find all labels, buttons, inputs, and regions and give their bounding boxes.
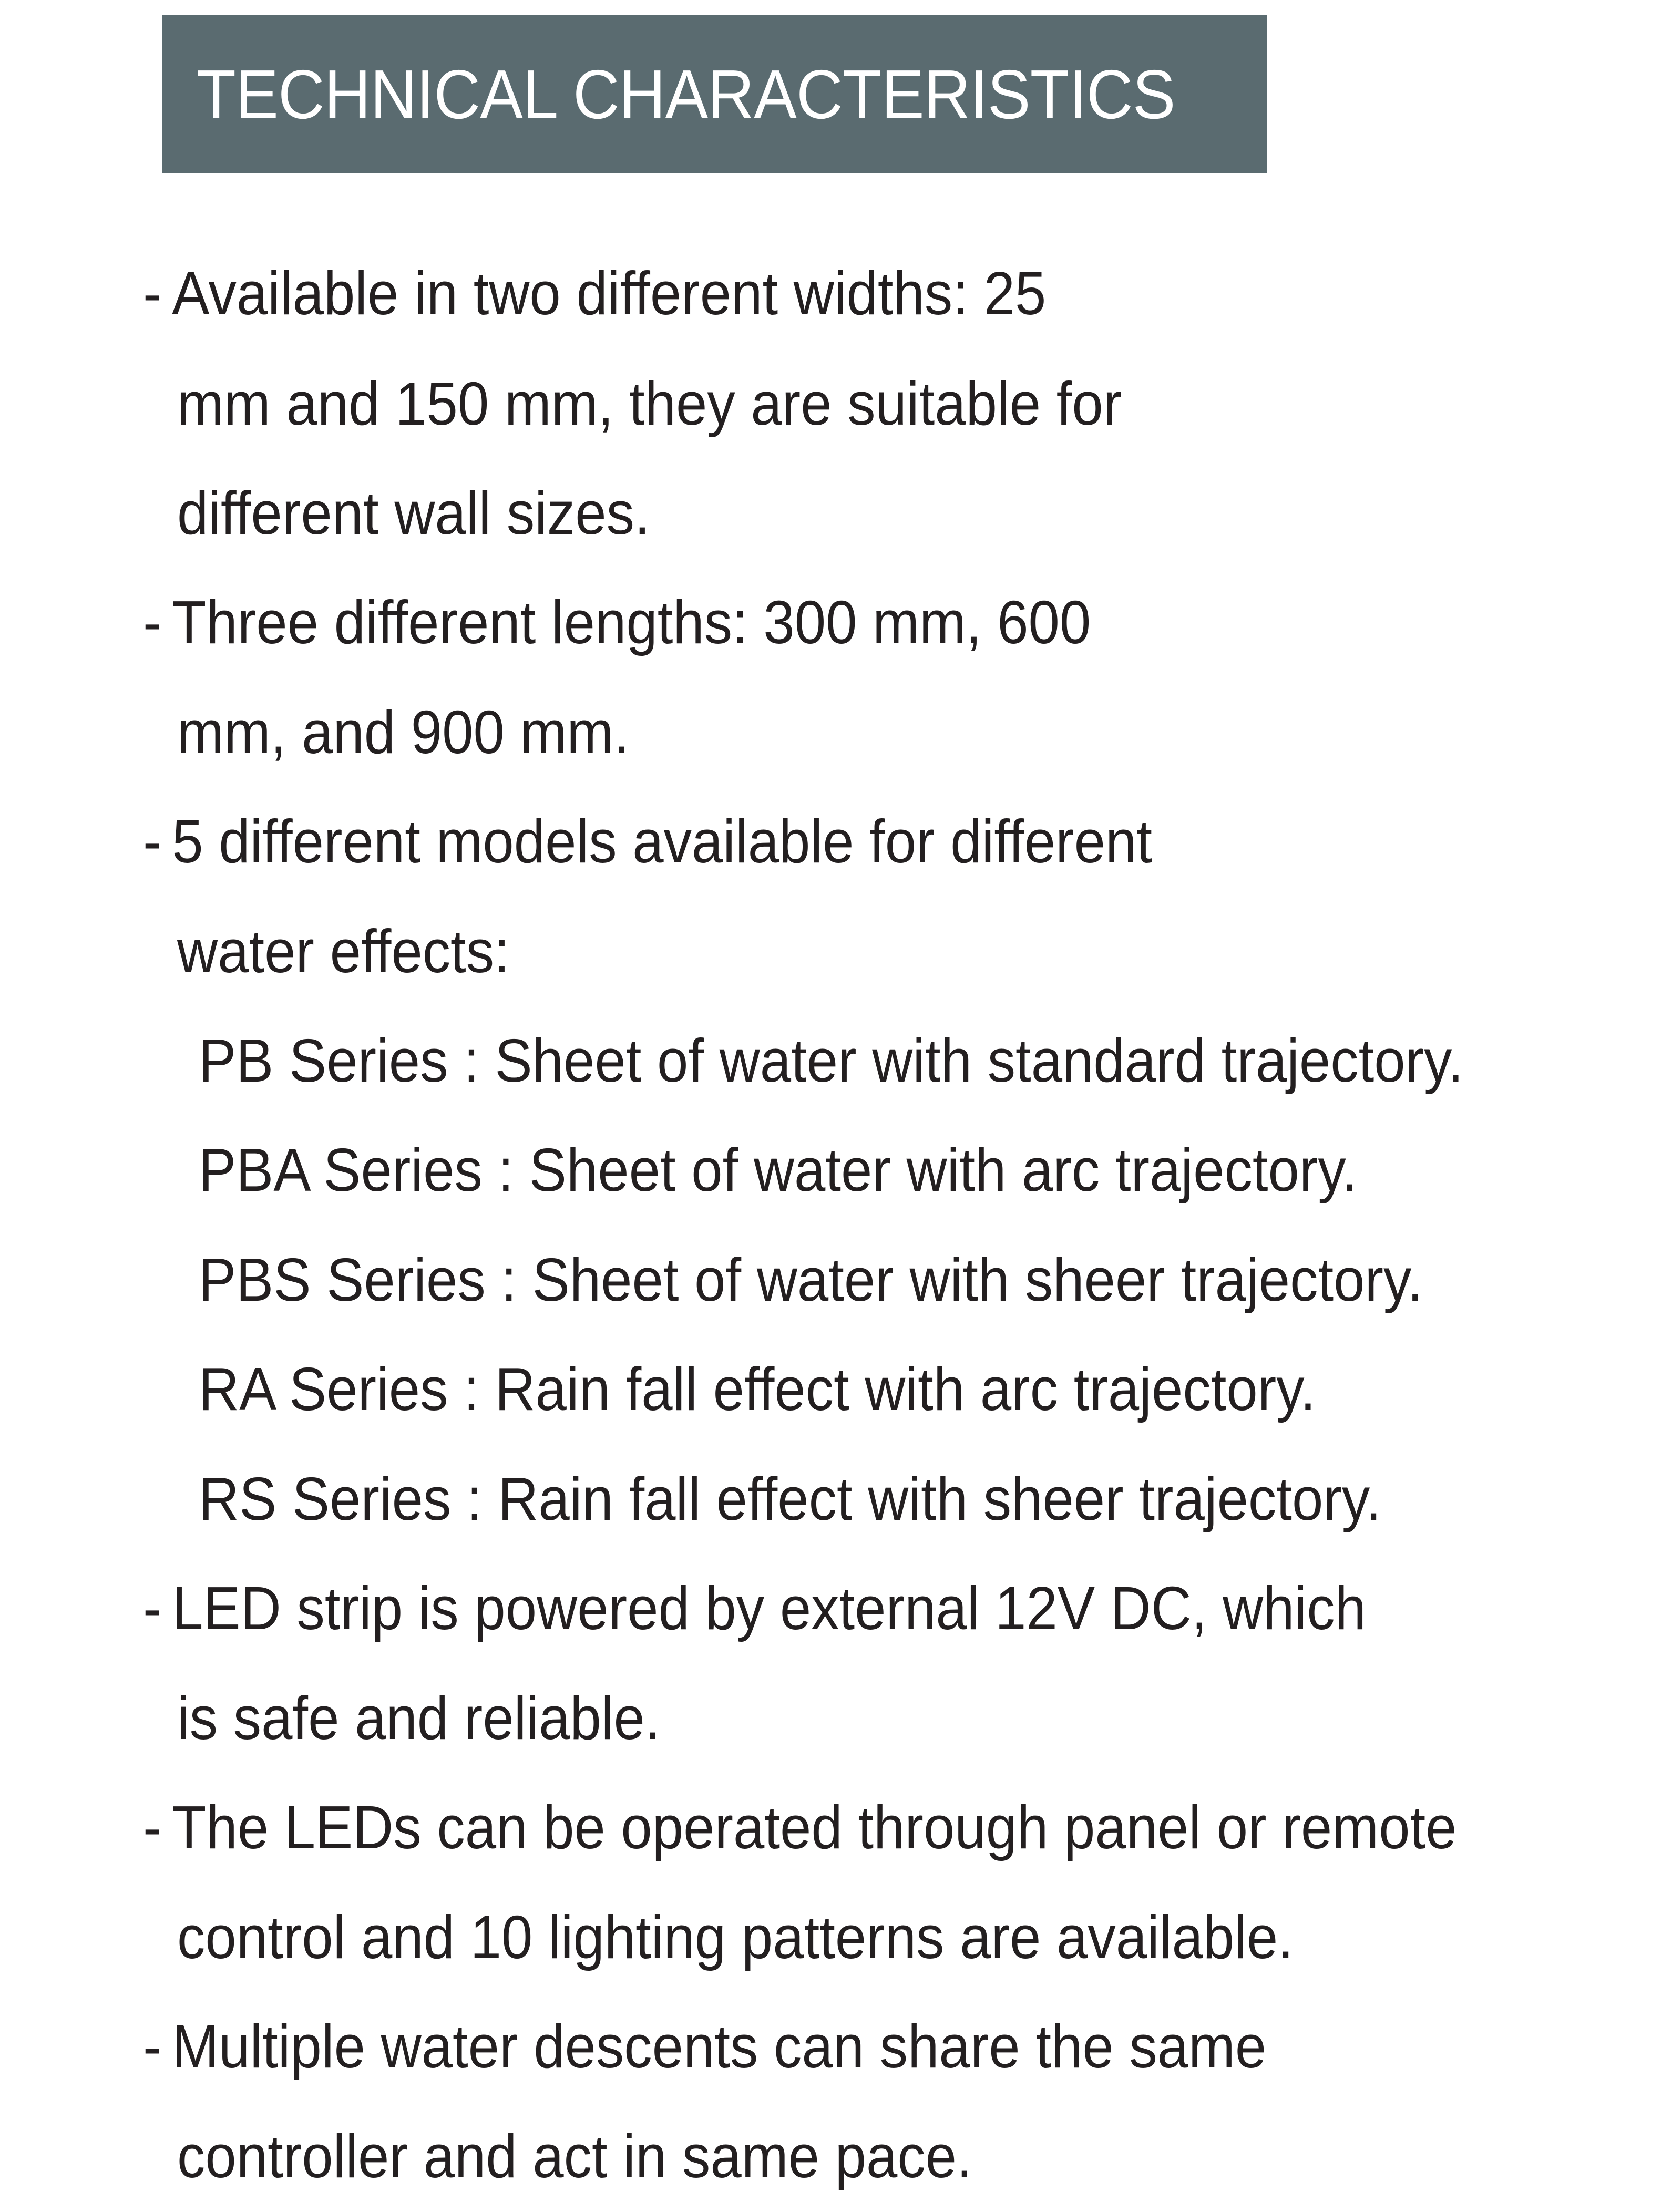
feature-line: The LEDs can be operated through panel or remote (172, 1793, 1457, 1861)
section-header-band (162, 15, 1267, 173)
feature-line: Available in two different widths: 25 (172, 259, 1047, 327)
feature-line: Three different lengths: 300 mm, 600 (172, 588, 1091, 656)
bullet-dash: - (143, 1574, 162, 1642)
section-title: TECHNICAL CHARACTERISTICS (197, 56, 1175, 133)
series-item-pbs: PBS Series : Sheet of water with sheer trajectory. (199, 1246, 1423, 1314)
series-item-pba: PBA Series : Sheet of water with arc trajectory. (199, 1136, 1358, 1204)
feature-item-controller-sharing (143, 2012, 1267, 2081)
feature-line: different wall sizes. (177, 479, 650, 547)
feature-line: 5 different models available for different (172, 807, 1152, 876)
feature-item-controls (143, 1793, 1457, 1861)
feature-line: water effects: (177, 917, 510, 985)
bullet-dash: - (143, 1793, 162, 1861)
series-item-pb: PB Series : Sheet of water with standard trajectory. (199, 1026, 1464, 1095)
bullet-dash: - (143, 807, 162, 876)
feature-item-models (143, 807, 1152, 876)
feature-item-widths (143, 259, 1047, 327)
bullet-dash: - (143, 2012, 162, 2081)
feature-line: mm and 150 mm, they are suitable for (177, 369, 1122, 438)
series-item-rs: RS Series : Rain fall effect with sheer trajectory. (199, 1465, 1381, 1533)
feature-line: LED strip is powered by external 12V DC, which (172, 1574, 1366, 1642)
feature-line: is safe and reliable. (177, 1684, 661, 1752)
feature-line: mm, and 900 mm. (177, 698, 629, 766)
bullet-dash: - (143, 588, 162, 656)
feature-item-power (143, 1574, 1366, 1642)
feature-line: controller and act in same pace. (177, 2122, 972, 2190)
series-item-ra: RA Series : Rain fall effect with arc trajectory. (199, 1355, 1316, 1423)
feature-line: Multiple water descents can share the same (172, 2012, 1267, 2081)
bullet-dash: - (143, 259, 162, 327)
feature-item-lengths (143, 588, 1091, 656)
feature-line: control and 10 lighting patterns are available. (177, 1903, 1294, 1971)
